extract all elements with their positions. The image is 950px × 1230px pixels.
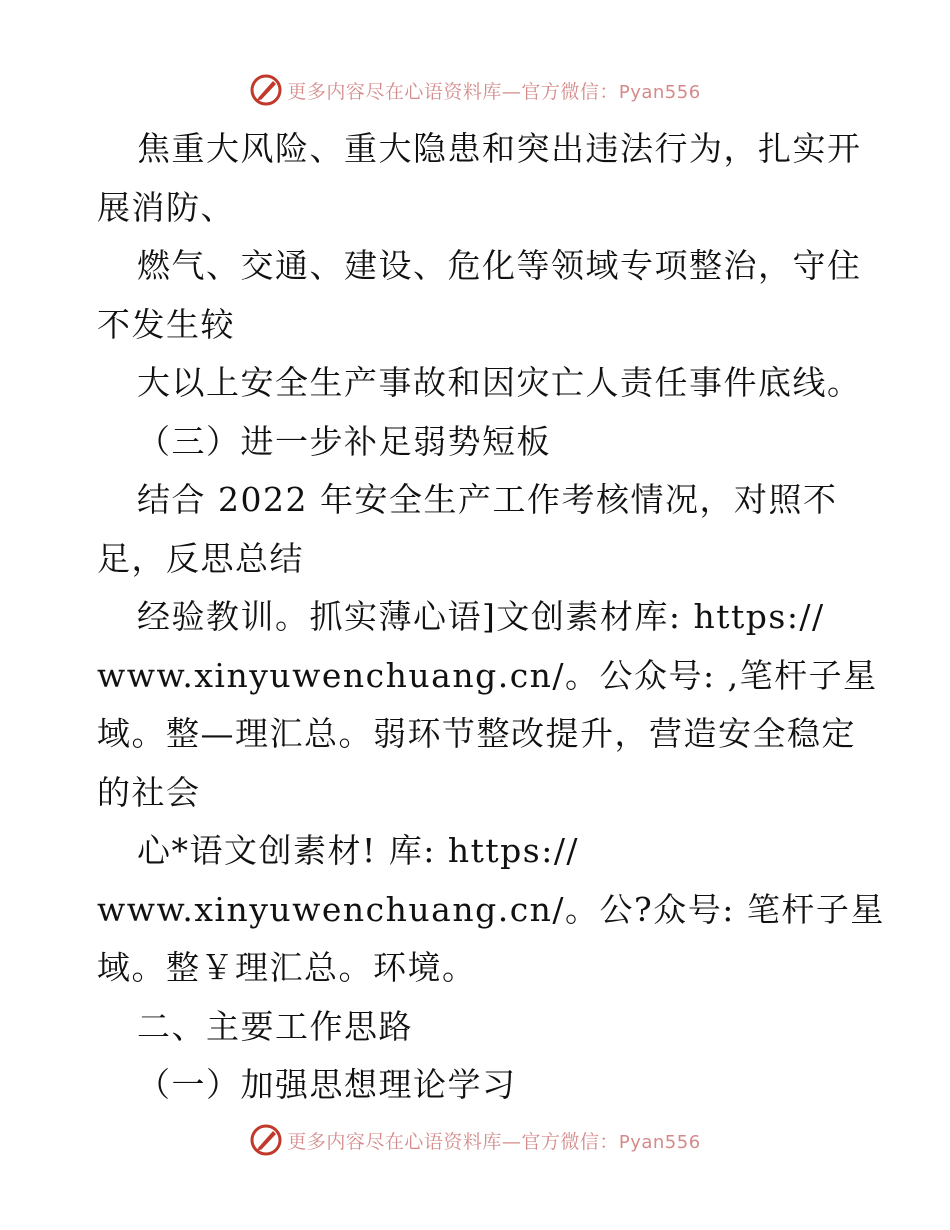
text-line: 的社会: [97, 772, 201, 812]
text-line: 结合 2022 年安全生产工作考核情况，对照不: [137, 480, 838, 519]
text-line: 燃气、交通、建设、危化等领域专项整治，守住: [137, 246, 862, 285]
text-line: 域。整—理汇总。弱环节整改提升，营造安全稳定: [97, 714, 856, 753]
text-line: 足，反思总结: [97, 538, 304, 578]
text-line: 不发生较: [97, 304, 235, 344]
watermark-handle: Pyan556: [618, 81, 701, 103]
text-line: www.xinyuwenchuang.cn/。公众号: ,笔杆子星: [97, 655, 878, 695]
text-line: 心*语文创素材! 库: https://: [137, 831, 580, 870]
text-line: www.xinyuwenchuang.cn/。公?众号: 笔杆子星: [97, 889, 885, 929]
text-line: 经验教训。抓实薄心语]文创素材库: https://: [137, 597, 825, 636]
text-line: 大以上安全生产事故和因灾亡人责任事件底线。: [137, 363, 862, 402]
text-line: 域。整￥理汇总。环境。: [97, 948, 477, 987]
footer-watermark: [0, 1120, 950, 1160]
header-watermark: [0, 70, 950, 110]
quill-seal-icon: [249, 73, 283, 107]
text-line: （一）加强思想理论学习: [137, 1065, 517, 1104]
document-body: [97, 120, 885, 1115]
watermark-text: 更多内容尽在心语资料库—官方微信：Pyan556: [287, 80, 701, 103]
text-line: 二、主要工作思路: [137, 1006, 413, 1046]
text-line: 焦重大风险、重大隐患和突出违法行为，扎实开: [137, 129, 862, 168]
quill-seal-icon: [249, 1123, 283, 1157]
text-line: （三）进一步补足弱势短板: [137, 421, 551, 461]
watermark-text: 更多内容尽在心语资料库—官方微信：Pyan556: [287, 1130, 701, 1153]
watermark-handle: Pyan556: [618, 1131, 701, 1153]
text-line: 展消防、: [97, 187, 235, 227]
